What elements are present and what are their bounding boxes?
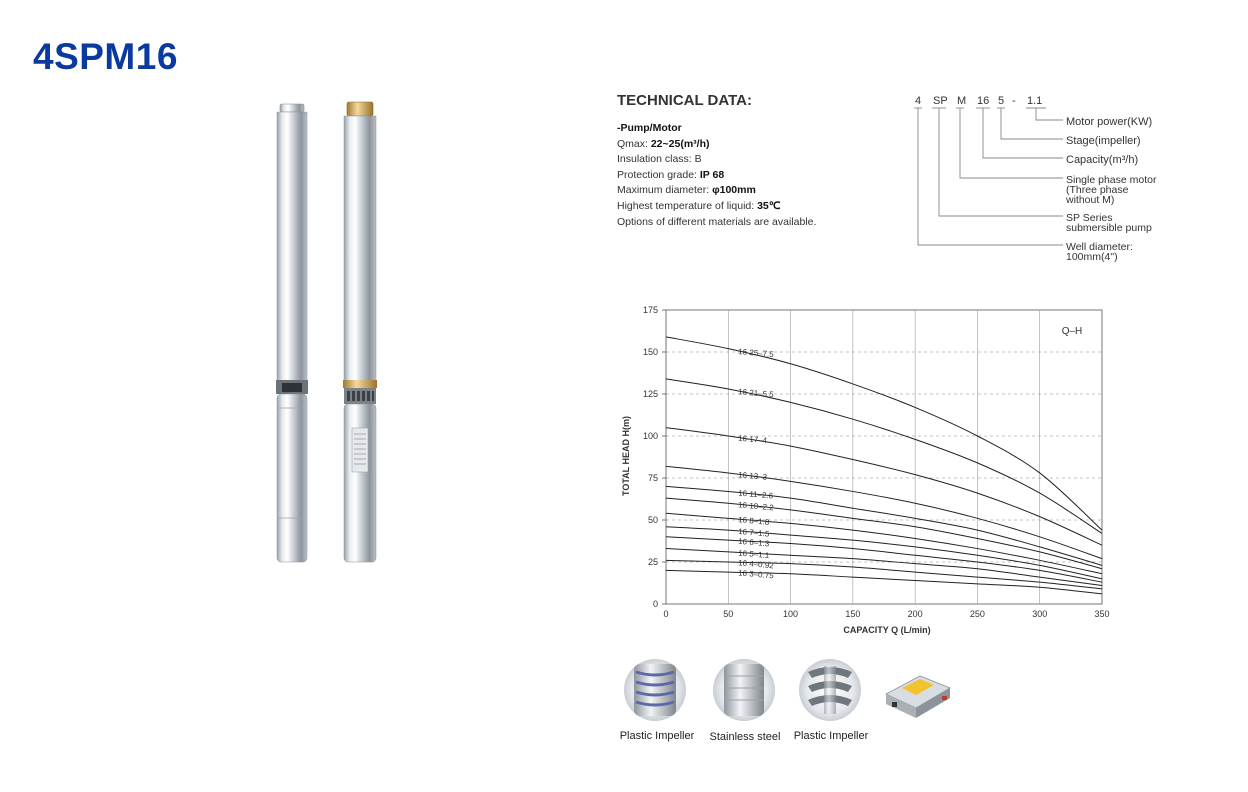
spec-qmax: Qmax: 22~25(m³/h) (617, 137, 710, 150)
model-code-legend: (Three phase (1066, 184, 1129, 196)
series-line (666, 549, 1102, 586)
page-title: 4SPM16 (33, 36, 178, 77)
series-line (666, 379, 1102, 534)
model-code-legend: Single phase motor (1066, 174, 1157, 186)
series-label: 16 4–0.92 (737, 558, 775, 571)
model-code-part: M (957, 95, 967, 107)
y-tick-label: 75 (647, 473, 658, 483)
x-tick-label: 100 (783, 609, 799, 619)
feature-strip (612, 658, 962, 748)
technical-data-heading: TECHNICAL DATA: (617, 92, 752, 109)
technical-data (617, 92, 907, 230)
spec-protection: Protection grade: IP 68 (617, 168, 725, 181)
spec-diameter: Maximum diameter: φ100mm (617, 184, 756, 197)
model-code-diagram (905, 90, 1165, 270)
qh-chart (612, 296, 1122, 641)
x-axis-label: CAPACITY Q (L/min) (843, 625, 931, 635)
spec-note: Options of different materials are available. (617, 215, 817, 228)
series-label: 16 21–5.5 (737, 387, 775, 400)
series-label: 16 25–7.5 (737, 347, 775, 360)
y-tick-label: 0 (652, 599, 658, 609)
series-label: 16 10–2.2 (737, 500, 775, 513)
chart-title: Q–H (1061, 326, 1083, 337)
model-code-legend: Motor power(KW) (1066, 116, 1153, 128)
model-code-connector (983, 108, 1063, 158)
model-code-legend: Capacity(m³/h) (1066, 154, 1139, 166)
spec-temperature: Highest temperature of liquid: 35℃ (617, 199, 781, 212)
model-code-legend: without M) (1066, 194, 1115, 206)
x-tick-label: 150 (845, 609, 861, 619)
series-line (666, 466, 1102, 561)
series-label: 16 17–4 (737, 433, 768, 446)
pump-left (276, 104, 308, 562)
model-code-legend: Well diameter: (1066, 241, 1133, 253)
model-code-legend: SP Series (1066, 212, 1113, 224)
pump-product-image (268, 98, 388, 568)
model-code-legend: submersible pump (1066, 222, 1152, 234)
model-code-part: 1.1 (1027, 95, 1043, 107)
y-axis-label: TOTAL HEAD H(m) (621, 416, 631, 496)
model-code-connector (1036, 108, 1063, 120)
y-tick-label: 150 (642, 347, 658, 357)
series-line (666, 498, 1102, 569)
y-tick-label: 175 (642, 305, 658, 315)
feature-caption: Stainless steel (709, 731, 781, 743)
series-label: 16 7–1.5 (737, 526, 770, 539)
series-label: 16 3–0.75 (737, 568, 775, 581)
model-code-connector (918, 108, 1063, 245)
model-code-part: SP (933, 95, 948, 107)
x-tick-label: 250 (969, 609, 985, 619)
control-box-icon (886, 676, 950, 718)
model-code-part: 5 (998, 95, 1005, 107)
y-tick-label: 25 (647, 557, 658, 567)
series-label: 16 8–1.8 (737, 515, 770, 527)
feature-caption: Plastic Impeller (793, 730, 869, 742)
stainless-steel-icon (713, 659, 775, 721)
y-tick-label: 50 (647, 515, 658, 525)
model-code-legend: 100mm(4") (1066, 251, 1118, 263)
model-code-part: 4 (915, 95, 922, 107)
x-tick-label: 200 (907, 609, 923, 619)
model-code-part: 16 (977, 95, 990, 107)
x-tick-label: 0 (663, 609, 669, 619)
y-tick-label: 100 (642, 431, 658, 441)
plastic-impeller-icon (799, 659, 861, 721)
spec-subheading: -Pump/Motor (617, 122, 682, 134)
spec-insulation: Insulation class: B (617, 153, 702, 166)
plastic-impeller-icon (624, 659, 686, 721)
model-code-connector (960, 108, 1063, 178)
model-code-legend: Stage(impeller) (1066, 135, 1141, 147)
series-line (666, 428, 1102, 546)
series-line (666, 486, 1102, 565)
model-code-part: - (1012, 95, 1016, 107)
x-tick-label: 350 (1094, 609, 1110, 619)
feature-caption: Plastic Impeller (619, 730, 695, 742)
series-line (666, 337, 1102, 530)
x-tick-label: 300 (1032, 609, 1048, 619)
series-label: 16 5–1.1 (737, 548, 770, 561)
y-tick-label: 125 (642, 389, 658, 399)
pump-right (343, 102, 377, 562)
series-label: 16 11–2.6 (737, 488, 774, 501)
model-code-connector (1001, 108, 1063, 139)
x-tick-label: 50 (723, 609, 734, 619)
series-label: 16 13–3 (737, 470, 768, 482)
series-label: 16 6–1.3 (737, 536, 770, 549)
